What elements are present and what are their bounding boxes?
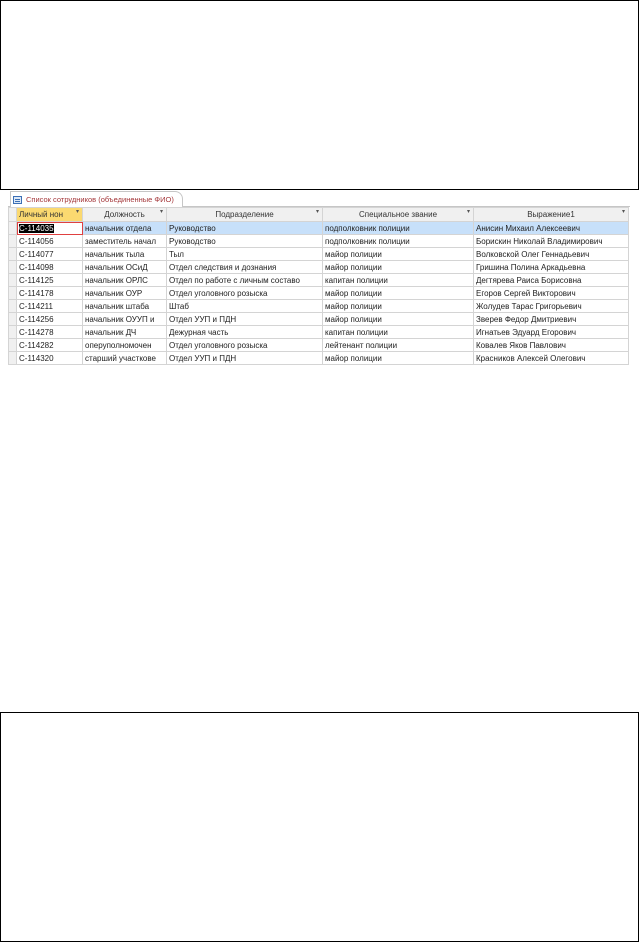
- cell-personal-number[interactable]: С-114320: [17, 352, 83, 365]
- cell-expression1[interactable]: Красников Алексей Олегович: [474, 352, 629, 365]
- cell-rank[interactable]: майор полиции: [323, 300, 474, 313]
- column-header-rank[interactable]: [323, 208, 474, 222]
- cell-personal-number[interactable]: С-114278: [17, 326, 83, 339]
- row-selector[interactable]: [9, 287, 17, 300]
- cell-position[interactable]: начальник ОУУП и: [83, 313, 167, 326]
- query-icon: [13, 196, 22, 204]
- cell-expression1[interactable]: Борискин Николай Владимирович: [474, 235, 629, 248]
- cell-expression1[interactable]: Егоров Сергей Викторович: [474, 287, 629, 300]
- cell-position[interactable]: начальник ОУР: [83, 287, 167, 300]
- cell-rank[interactable]: подполковник полиции: [323, 235, 474, 248]
- cell-unit[interactable]: Отдел уголовного розыска: [167, 339, 323, 352]
- cell-personal-number[interactable]: С-114098: [17, 261, 83, 274]
- cell-position[interactable]: начальник тыла: [83, 248, 167, 261]
- row-selector[interactable]: [9, 313, 17, 326]
- cell-personal-number[interactable]: С-114056: [17, 235, 83, 248]
- cell-expression1[interactable]: Зверев Федор Дмитриевич: [474, 313, 629, 326]
- select-all-corner[interactable]: [9, 208, 17, 222]
- cell-expression1[interactable]: Жолудев Тарас Григорьевич: [474, 300, 629, 313]
- cell-expression1[interactable]: Анисин Михаил Алексеевич: [474, 222, 629, 235]
- cell-expression1[interactable]: Ковалев Яков Павлович: [474, 339, 629, 352]
- cell-unit[interactable]: Отдел УУП и ПДН: [167, 352, 323, 365]
- table-row[interactable]: [9, 261, 629, 274]
- table-row[interactable]: [9, 352, 629, 365]
- row-selector[interactable]: [9, 235, 17, 248]
- cell-rank[interactable]: капитан полиции: [323, 326, 474, 339]
- cell-position[interactable]: оперуполномочен: [83, 339, 167, 352]
- document-tab-bar: [8, 190, 630, 207]
- cell-unit[interactable]: Штаб: [167, 300, 323, 313]
- empty-frame-bottom: [0, 712, 639, 942]
- cell-expression1[interactable]: Дегтярева Раиса Борисовна: [474, 274, 629, 287]
- dropdown-arrow-icon[interactable]: ▾: [159, 209, 163, 215]
- column-header-label: Должность: [104, 210, 145, 219]
- cell-position[interactable]: начальник штаба: [83, 300, 167, 313]
- row-selector[interactable]: [9, 222, 17, 235]
- table-row[interactable]: [9, 248, 629, 261]
- cell-rank[interactable]: подполковник полиции: [323, 222, 474, 235]
- dropdown-arrow-icon[interactable]: ▾: [621, 209, 625, 215]
- datasheet-grid: [8, 207, 629, 365]
- cell-rank[interactable]: майор полиции: [323, 352, 474, 365]
- cell-position[interactable]: начальник отдела: [83, 222, 167, 235]
- column-header-unit[interactable]: [167, 208, 323, 222]
- cell-unit[interactable]: Руководство: [167, 222, 323, 235]
- cell-expression1[interactable]: Игнатьев Эдуард Егорович: [474, 326, 629, 339]
- cell-personal-number[interactable]: С-114125: [17, 274, 83, 287]
- column-header-label: Специальное звание: [358, 210, 438, 219]
- row-selector[interactable]: [9, 274, 17, 287]
- cell-position[interactable]: старший участкове: [83, 352, 167, 365]
- cell-unit[interactable]: Дежурная часть: [167, 326, 323, 339]
- table-row[interactable]: [9, 313, 629, 326]
- cell-position[interactable]: начальник ОСиД: [83, 261, 167, 274]
- cell-personal-number[interactable]: С-114077: [17, 248, 83, 261]
- empty-frame-top: [0, 0, 639, 190]
- cell-expression1[interactable]: Гришина Полина Аркадьевна: [474, 261, 629, 274]
- cell-rank[interactable]: капитан полиции: [323, 274, 474, 287]
- cell-unit[interactable]: Тыл: [167, 248, 323, 261]
- row-selector[interactable]: [9, 326, 17, 339]
- row-selector[interactable]: [9, 352, 17, 365]
- column-header-expression1[interactable]: [474, 208, 629, 222]
- row-selector[interactable]: [9, 300, 17, 313]
- cell-personal-number[interactable]: [17, 222, 83, 235]
- row-selector[interactable]: [9, 339, 17, 352]
- selected-cell-text: С-114035: [19, 223, 54, 233]
- row-selector[interactable]: [9, 248, 17, 261]
- cell-unit[interactable]: Отдел УУП и ПДН: [167, 313, 323, 326]
- cell-rank[interactable]: майор полиции: [323, 248, 474, 261]
- cell-rank[interactable]: майор полиции: [323, 313, 474, 326]
- cell-personal-number[interactable]: С-114282: [17, 339, 83, 352]
- cell-rank[interactable]: майор полиции: [323, 261, 474, 274]
- cell-rank[interactable]: майор полиции: [323, 287, 474, 300]
- table-row[interactable]: [9, 235, 629, 248]
- cell-rank[interactable]: лейтенант полиции: [323, 339, 474, 352]
- document-tab-title: Список сотрудников (объединенные ФИО): [26, 195, 174, 204]
- cell-position[interactable]: начальник ОРЛС: [83, 274, 167, 287]
- cell-position[interactable]: начальник ДЧ: [83, 326, 167, 339]
- table-row[interactable]: [9, 339, 629, 352]
- dropdown-arrow-icon[interactable]: ▾: [75, 209, 79, 215]
- cell-unit[interactable]: Отдел следствия и дознания: [167, 261, 323, 274]
- cell-personal-number[interactable]: С-114256: [17, 313, 83, 326]
- table-row[interactable]: [9, 326, 629, 339]
- dropdown-arrow-icon[interactable]: ▾: [466, 209, 470, 215]
- table-row[interactable]: [9, 222, 629, 235]
- cell-personal-number[interactable]: С-114211: [17, 300, 83, 313]
- table-row[interactable]: [9, 300, 629, 313]
- header-row: [9, 208, 629, 222]
- column-header-label: Подразделение: [215, 210, 274, 219]
- table-row[interactable]: [9, 287, 629, 300]
- cell-unit[interactable]: Отдел по работе с личным составо: [167, 274, 323, 287]
- cell-position[interactable]: заместитель начал: [83, 235, 167, 248]
- column-header-personal-number[interactable]: [17, 208, 83, 222]
- column-header-label: Выражение1: [527, 210, 575, 219]
- cell-expression1[interactable]: Волковской Олег Геннадьевич: [474, 248, 629, 261]
- document-tab[interactable]: [10, 191, 183, 207]
- column-header-label: Личный нон: [19, 210, 64, 219]
- cell-unit[interactable]: Отдел уголовного розыска: [167, 287, 323, 300]
- table-row[interactable]: [9, 274, 629, 287]
- column-header-position[interactable]: [83, 208, 167, 222]
- access-datasheet-window: [8, 190, 630, 372]
- cell-personal-number[interactable]: С-114178: [17, 287, 83, 300]
- row-selector[interactable]: [9, 261, 17, 274]
- cell-unit[interactable]: Руководство: [167, 235, 323, 248]
- dropdown-arrow-icon[interactable]: ▾: [315, 209, 319, 215]
